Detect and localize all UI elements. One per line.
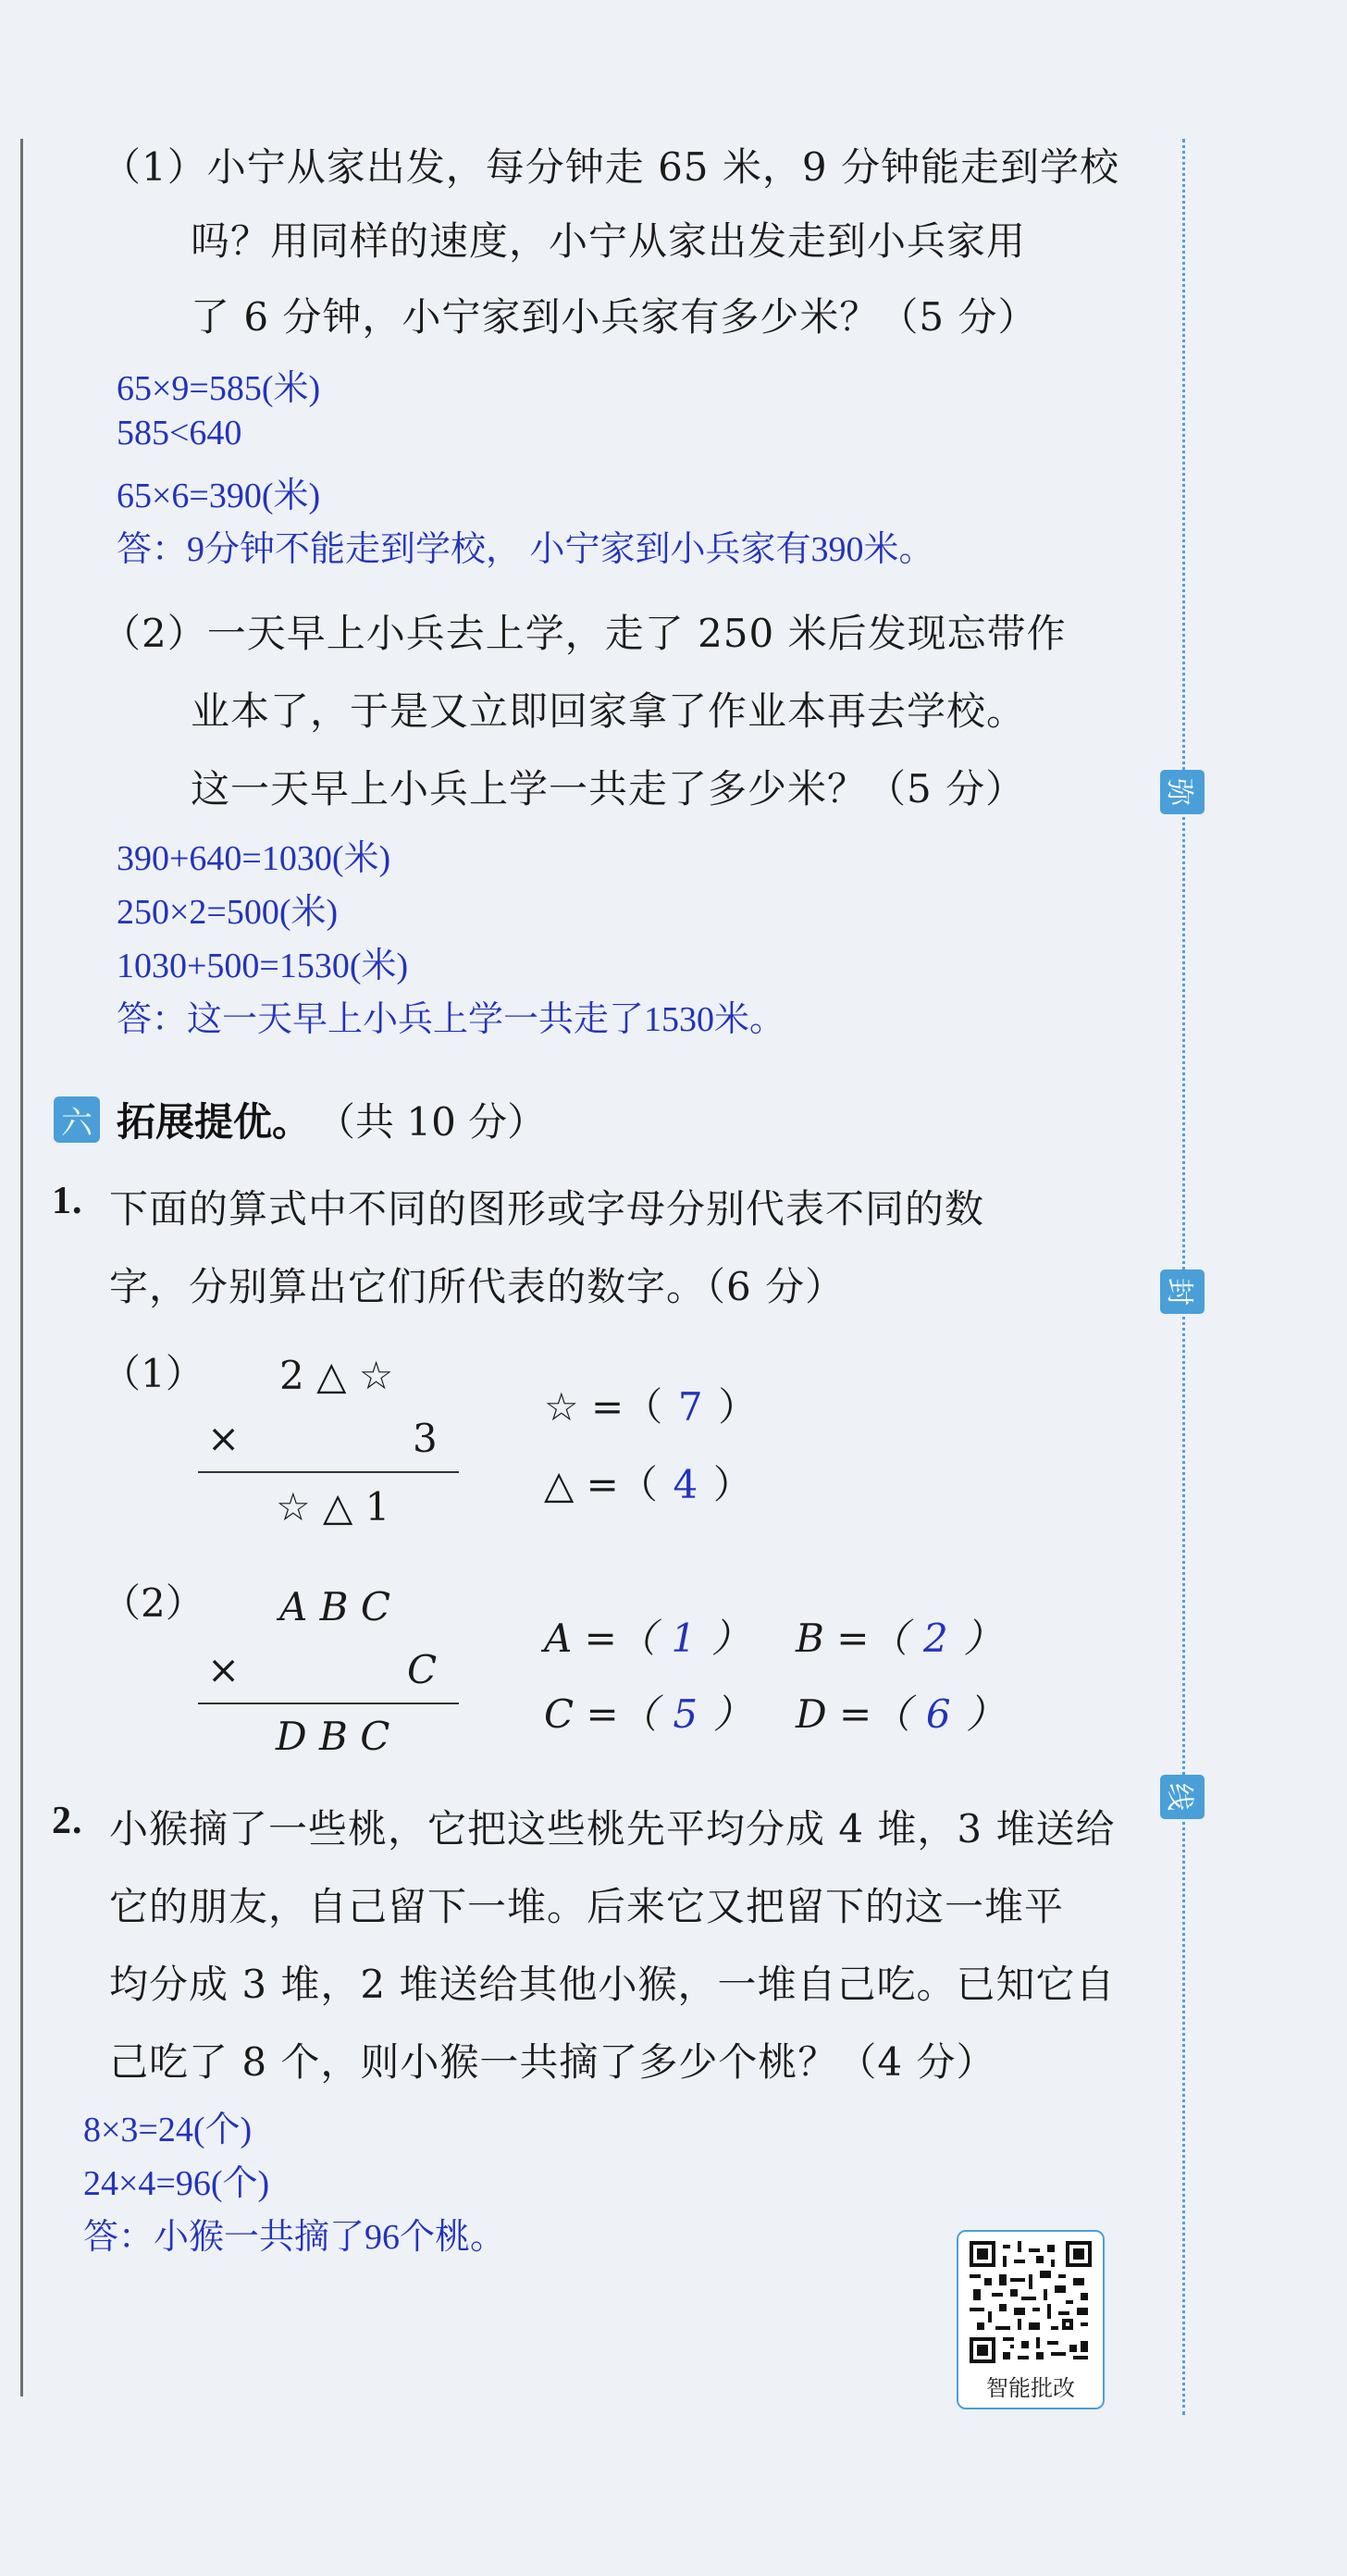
d-close: ）	[966, 1691, 1006, 1737]
left-margin-rule	[20, 139, 23, 2396]
q2-answer-1: 390+640=1030(米)	[117, 839, 391, 878]
sub1-rule	[198, 1471, 459, 1473]
a-label: A =（	[544, 1616, 656, 1661]
s6-q2-answer-1: 8×3=24(个)	[83, 2111, 253, 2149]
sub2-result: D B C	[276, 1714, 390, 1759]
c-close: ）	[712, 1691, 752, 1737]
d-label: D =（	[796, 1691, 911, 1737]
q1-line-2: 吗？用同样的速度，小宁从家出发走到小兵家用	[191, 218, 1027, 264]
q1-answer-2: 585<640	[117, 414, 242, 452]
q1-line-3: 了 6 分钟，小宁家到小兵家有多少米？（5 分）	[191, 294, 1038, 340]
a-close: ）	[711, 1616, 750, 1661]
q2-answer-4: 答：这一天早上小兵上学一共走了1530米。	[117, 1000, 785, 1039]
sub2-times-sign: ×	[207, 1647, 241, 1692]
triangle-value: 4	[673, 1462, 698, 1507]
section-six-header	[54, 1092, 546, 1147]
sub1-times-sign: ×	[207, 1416, 241, 1461]
sub1-multiplicand: 2 △ ☆	[279, 1353, 394, 1398]
sub2-multiplicand: A B C	[279, 1584, 391, 1629]
s6-q2-line-4: 己吃了 8 个，则小猴一共摘了多少个桃？（4 分）	[109, 2039, 996, 2085]
sub2-label: （2）	[102, 1580, 204, 1626]
c-value: 5	[673, 1691, 698, 1737]
section-score: （共 10 分）	[316, 1099, 547, 1145]
sub1-result: ☆ △ 1	[276, 1484, 390, 1530]
s6-q2-answer-2: 24×4=96(个)	[83, 2164, 270, 2203]
q2-answer-2: 250×2=500(米)	[117, 893, 339, 932]
triangle-label: △ =（	[544, 1462, 658, 1507]
sub2-rule	[198, 1703, 459, 1704]
section-number-badge: 六	[54, 1096, 100, 1143]
s6-q1-line-2: 字，分别算出它们所代表的数字。（6 分）	[109, 1264, 846, 1309]
margin-tag-feng: 封	[1160, 1269, 1205, 1314]
qr-code-image	[970, 2241, 1092, 2363]
c-label: C =（	[544, 1691, 658, 1737]
section-title: 拓展提优。	[117, 1099, 312, 1145]
star-label: ☆ =（	[544, 1384, 663, 1430]
triangle-answer	[544, 1455, 752, 1510]
qr-code-box[interactable]	[957, 2230, 1105, 2409]
a-value: 1	[671, 1616, 697, 1661]
sub1-label: （1）	[102, 1351, 204, 1396]
q1-answer-4: 答：9分钟不能走到学校， 小宁家到小兵家有390米。	[117, 530, 934, 569]
d-answer	[796, 1684, 1005, 1740]
q2-line-2: 业本了，于是又立即回家拿了作业本再去学校。	[191, 688, 1027, 734]
q1-answer-3: 65×6=390(米)	[117, 477, 321, 515]
c-answer	[544, 1684, 752, 1740]
s6-q1-number: 1.	[52, 1180, 83, 1222]
sub2-multiplier: C	[407, 1647, 438, 1692]
s6-q2-number: 2.	[52, 1800, 83, 1842]
s6-q2-answer-3: 答：小猴一共摘了96个桃。	[83, 2218, 506, 2257]
margin-tag-xian: 线	[1160, 1775, 1205, 1819]
star-close: ）	[718, 1384, 758, 1430]
b-label: B =（	[796, 1616, 908, 1661]
q2-line-3: 这一天早上小兵上学一共走了多少米？（5 分）	[191, 766, 1026, 811]
triangle-close: ）	[712, 1462, 752, 1507]
b-value: 2	[923, 1616, 948, 1661]
qr-label: 智能批改	[986, 2375, 1075, 2401]
q1-answer-1: 65×9=585(米)	[117, 369, 321, 408]
star-value: 7	[677, 1384, 703, 1430]
s6-q2-line-3: 均分成 3 堆，2 堆送给其他小猴，一堆自己吃。已知它自	[109, 1962, 1116, 2007]
b-close: ）	[963, 1616, 1003, 1661]
a-answer	[544, 1608, 750, 1664]
margin-tag-mi: 弥	[1160, 770, 1205, 814]
s6-q2-line-1: 小猴摘了一些桃，它把这些桃先平均分成 4 堆，3 堆送给	[109, 1806, 1116, 1852]
s6-q2-line-2: 它的朋友，自己留下一堆。后来它又把留下的这一堆平	[109, 1884, 1065, 1929]
s6-q1-line-1: 下面的算式中不同的图形或字母分别代表不同的数	[109, 1186, 985, 1232]
star-answer	[544, 1377, 757, 1432]
q2-answer-3: 1030+500=1530(米)	[117, 947, 409, 985]
b-answer	[796, 1608, 1002, 1664]
q1-line-1: （1）小宁从家出发，每分钟走 65 米，9 分钟能走到学校	[102, 144, 1119, 190]
sub1-multiplier: 3	[413, 1416, 438, 1461]
q2-line-1: （2）一天早上小兵去上学，走了 250 米后发现忘带作	[102, 611, 1067, 656]
d-value: 6	[925, 1691, 951, 1737]
